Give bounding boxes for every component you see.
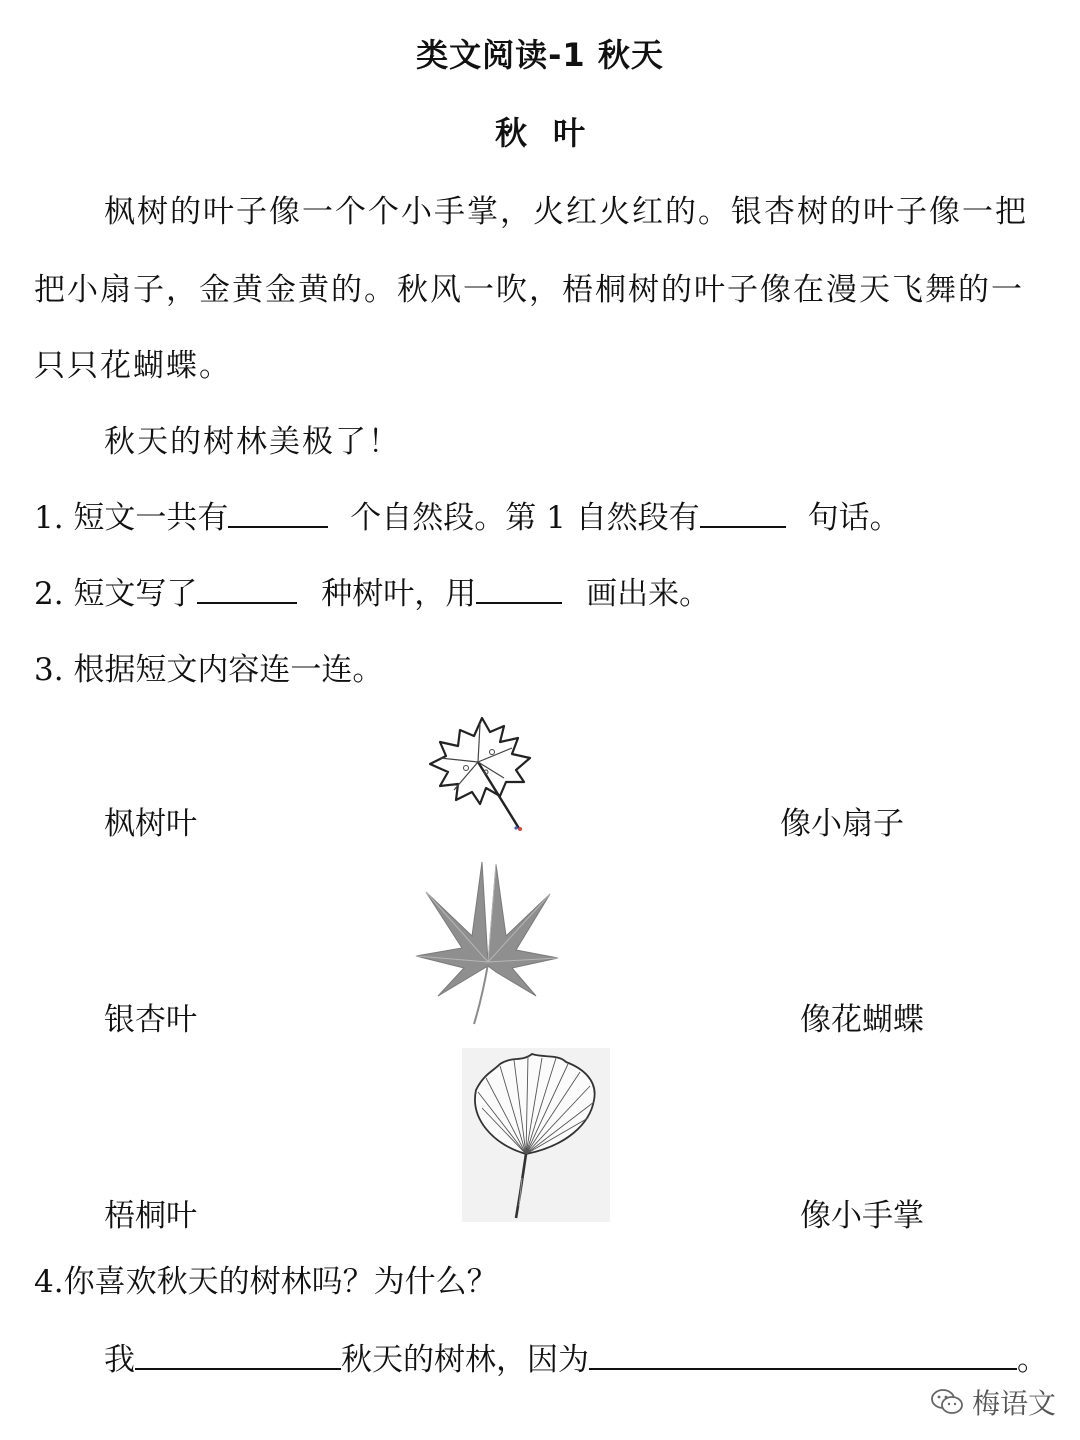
question-4-blank-2[interactable] (589, 1337, 1017, 1370)
question-1-blank-1[interactable] (228, 495, 328, 528)
question-1-blank-2[interactable] (700, 495, 786, 528)
question-2-blank-1[interactable] (197, 571, 297, 604)
passage-line-4: 秋天的树林美极了！ (104, 424, 401, 460)
question-4-text-a: 我 (104, 1342, 135, 1378)
question-1-text-a: 1. 短文一共有 (34, 500, 229, 536)
match-right-2[interactable]: 像花蝴蝶 (800, 1002, 924, 1038)
watermark (930, 1382, 1056, 1422)
question-1 (34, 492, 901, 537)
match-right-1[interactable]: 像小扇子 (780, 806, 904, 842)
question-2 (34, 568, 710, 613)
passage-line-2: 把小扇子，金黄金黄的。秋风一吹，梧桐树的叶子像在漫天飞舞的一 (34, 272, 1024, 308)
question-2-blank-2[interactable] (476, 571, 562, 604)
match-left-1[interactable]: 枫树叶 (104, 806, 197, 842)
question-4-answer (104, 1334, 1048, 1379)
question-1-text-c: 句话。 (807, 500, 901, 536)
match-left-3[interactable]: 梧桐叶 (104, 1198, 197, 1234)
ginkgo-leaf-image[interactable] (462, 1048, 610, 1222)
match-left-2[interactable]: 银杏叶 (104, 1002, 197, 1038)
question-4-blank-1[interactable] (135, 1337, 341, 1370)
match-right-3[interactable]: 像小手掌 (800, 1198, 924, 1234)
question-4: 4.你喜欢秋天的树林吗？为什么？ (34, 1264, 498, 1300)
question-2-text-c: 画出来。 (586, 576, 711, 612)
question-2-text-a: 2. 短文写了 (34, 576, 198, 612)
question-4-text-c: 。 (1017, 1342, 1048, 1378)
watermark-text: 梅语文 (972, 1387, 1057, 1420)
question-2-text-b: 种树叶，用 (321, 576, 477, 612)
passage-line-3: 只只花蝴蝶。 (34, 348, 232, 384)
question-4-text-b: 秋天的树林，因为 (341, 1342, 589, 1378)
passage-line-1: 枫树的叶子像一个个小手掌，火红火红的。银杏树的叶子像一把 (104, 194, 1028, 230)
question-1-text-b: 个自然段。第 1 自然段有 (350, 500, 700, 536)
sycamore-leaf-image[interactable] (420, 712, 540, 834)
page-title: 类文阅读-1 秋天 (416, 36, 664, 74)
passage-title: 秋叶 (494, 114, 611, 152)
maple-leaf-image[interactable] (412, 858, 562, 1028)
wechat-icon (930, 1388, 964, 1416)
question-3: 3. 根据短文内容连一连。 (34, 652, 384, 688)
